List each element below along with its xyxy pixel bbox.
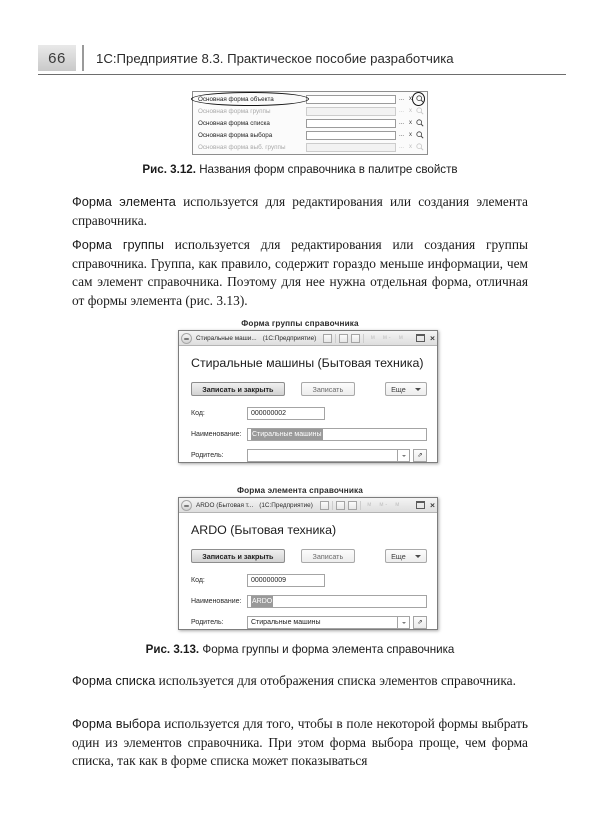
parent-field-label: Родитель: xyxy=(191,452,224,459)
item-form-app-name: (1С:Предприятие) xyxy=(259,501,313,509)
code-field-value: 000000009 xyxy=(251,577,287,584)
toolbar-divider xyxy=(332,501,333,510)
code-field-input[interactable] xyxy=(247,407,325,420)
paragraph-1-lead: Форма элемента xyxy=(72,194,176,209)
header-title: 1С:Предприятие 8.3. Практическое пособие разработчика xyxy=(96,50,454,66)
item-form-button-row xyxy=(191,549,427,563)
system-menu-icon[interactable] xyxy=(181,333,192,344)
nav-forward-icon: м xyxy=(398,334,403,341)
palette-row[interactable] xyxy=(195,93,425,105)
toolbar-divider xyxy=(363,334,364,343)
palette-row-label: Основная форма выбора xyxy=(198,131,273,139)
palette-row xyxy=(195,105,425,117)
paragraph-1-body: используется для редактирования или создания элемента справочника. xyxy=(72,194,528,228)
close-window-button[interactable]: × xyxy=(430,333,435,343)
save-button[interactable]: Записать xyxy=(301,382,355,396)
group-form-titlebar[interactable] xyxy=(179,331,437,346)
group-form-heading: Стиральные машины (Бытовая техника) xyxy=(191,356,424,370)
palette-select-button: ... xyxy=(398,143,404,150)
save-and-close-button[interactable]: Записать и закрыть xyxy=(191,382,285,396)
palette-select-button[interactable]: ... xyxy=(398,131,404,138)
magnifier-icon xyxy=(415,107,425,116)
dropdown-arrow-icon[interactable] xyxy=(397,616,410,629)
palette-row[interactable] xyxy=(195,129,425,141)
nav-menu-icon: м - xyxy=(382,334,391,341)
nav-back-icon: м xyxy=(370,334,375,341)
code-field-label: Код: xyxy=(191,410,205,417)
figure-312-caption-text: Названия форм справочника в палитре свойств xyxy=(199,163,458,176)
save-button[interactable]: Записать xyxy=(301,549,355,563)
paragraph-form-element xyxy=(72,193,528,230)
palette-row-label: Основная форма выб. группы xyxy=(198,143,286,151)
figure-312-caption-prefix: Рис. 3.12. xyxy=(142,163,196,176)
code-field-input[interactable] xyxy=(247,574,325,587)
group-form-window[interactable] xyxy=(178,330,438,463)
paragraph-2-lead: Форма группы xyxy=(72,237,164,252)
dropdown-arrow-icon[interactable] xyxy=(397,449,410,462)
chevron-down-icon xyxy=(415,555,421,558)
palette-clear-button: x xyxy=(409,107,412,114)
header-rule xyxy=(38,74,566,75)
more-menu-label: Еще xyxy=(391,551,406,561)
palette-row xyxy=(195,141,425,153)
palette-select-button[interactable]: ... xyxy=(398,95,404,102)
header-separator xyxy=(82,45,84,71)
open-reference-button[interactable]: ⇗ xyxy=(413,449,427,462)
restore-window-button[interactable] xyxy=(416,501,425,509)
group-form-figure-label: Форма группы справочника xyxy=(241,319,359,328)
close-window-button[interactable]: × xyxy=(430,500,435,510)
item-form-body xyxy=(179,513,437,646)
palette-row-input[interactable] xyxy=(306,131,396,140)
paragraph-2-body: используется для редактирования или создания группы справочника. Группа, как правило, содержит гораздо меньше информации, чем сам элемент справочника. Поэтому для нее нужна отдельная форма, отличная от формы элемента (рис. 3.13). xyxy=(72,237,528,308)
paragraph-4-body: используется для того, чтобы в поле некоторой формы выбрать один из элементов справочника. При этом форма выбора проще, чем форма списка, так как в форме списка может показываться xyxy=(72,716,528,768)
property-palette xyxy=(192,91,428,155)
field-row-parent xyxy=(189,616,427,629)
more-menu-button[interactable] xyxy=(385,549,427,563)
field-row-code xyxy=(189,407,427,420)
palette-clear-button[interactable]: x xyxy=(409,95,412,102)
parent-field-combo[interactable] xyxy=(247,616,410,629)
palette-row-label: Основная форма группы xyxy=(198,107,271,115)
parent-field-input[interactable] xyxy=(247,616,397,629)
toolbar-divider xyxy=(360,501,361,510)
palette-row-input xyxy=(306,107,396,116)
item-form-document-name: ARDO (Бытовая т... xyxy=(196,501,254,509)
code-field-label: Код: xyxy=(191,577,205,584)
paragraph-3-body: используется для отображения списка элементов справочника. xyxy=(155,673,516,688)
palette-row[interactable] xyxy=(195,117,425,129)
parent-field-combo[interactable] xyxy=(247,449,410,462)
item-form-heading: ARDO (Бытовая техника) xyxy=(191,523,337,537)
name-field-value: ARDO xyxy=(252,598,273,605)
palette-clear-button: x xyxy=(409,143,412,150)
nav-forward-icon: м xyxy=(395,501,400,508)
print-icon[interactable] xyxy=(336,501,345,510)
parent-field-label: Родитель: xyxy=(191,619,224,626)
save-icon[interactable] xyxy=(320,501,329,510)
group-form-document-name: Стиральные маши... xyxy=(196,334,257,342)
field-row-parent xyxy=(189,449,427,462)
group-form-body xyxy=(179,346,437,479)
figure-313-caption xyxy=(0,643,600,656)
print-icon[interactable] xyxy=(339,334,348,343)
paragraph-form-choice xyxy=(72,715,528,771)
palette-row-input[interactable] xyxy=(306,95,396,104)
figure-312-caption xyxy=(0,163,600,176)
parent-field-value: Стиральные машины xyxy=(251,619,321,626)
palette-select-button: ... xyxy=(398,107,404,114)
paragraph-form-group xyxy=(72,236,528,310)
save-icon[interactable] xyxy=(323,334,332,343)
figure-313-caption-text: Форма группы и форма элемента справочника xyxy=(202,643,455,656)
nav-menu-icon: м - xyxy=(379,501,388,508)
field-row-code xyxy=(189,574,427,587)
more-menu-label: Еще xyxy=(391,384,406,394)
field-row-name xyxy=(189,428,427,441)
open-reference-button[interactable]: ⇗ xyxy=(413,616,427,629)
chevron-down-icon xyxy=(415,388,421,391)
magnifier-icon[interactable] xyxy=(415,95,425,104)
restore-window-button[interactable] xyxy=(416,334,425,342)
name-field-value: Стиральные машины xyxy=(252,431,322,438)
system-menu-icon[interactable] xyxy=(181,500,192,511)
paragraph-4-lead: Форма выбора xyxy=(72,716,161,731)
paragraph-form-list xyxy=(72,672,528,691)
name-field-input[interactable] xyxy=(247,595,427,608)
palette-select-button[interactable]: ... xyxy=(398,119,404,126)
preview-icon[interactable] xyxy=(351,334,360,343)
toolbar-divider xyxy=(335,334,336,343)
palette-row-label: Основная форма списка xyxy=(198,119,270,127)
nav-back-icon: м xyxy=(367,501,372,508)
palette-clear-button[interactable]: x xyxy=(409,119,412,126)
save-and-close-button[interactable]: Записать и закрыть xyxy=(191,549,285,563)
group-form-app-name: (1С:Предприятие) xyxy=(262,334,317,342)
name-field-label: Наименование: xyxy=(191,431,242,438)
palette-row-input[interactable] xyxy=(306,119,396,128)
group-form-button-row xyxy=(191,382,427,396)
palette-row-label: Основная форма объекта xyxy=(198,95,274,103)
name-field-input[interactable] xyxy=(247,428,427,441)
item-form-figure-label: Форма элемента справочника xyxy=(237,486,363,495)
palette-clear-button[interactable]: x xyxy=(409,131,412,138)
paragraph-3-lead: Форма списка xyxy=(72,673,156,688)
page-number-badge: 66 xyxy=(38,45,76,71)
figure-313-caption-prefix: Рис. 3.13. xyxy=(145,643,200,656)
magnifier-icon[interactable] xyxy=(415,131,425,140)
field-row-name xyxy=(189,595,427,608)
parent-field-input[interactable] xyxy=(247,449,397,462)
palette-row-input xyxy=(306,143,396,152)
magnifier-icon[interactable] xyxy=(415,119,425,128)
name-field-label: Наименование: xyxy=(191,598,242,605)
item-form-titlebar[interactable] xyxy=(179,498,437,513)
item-form-window[interactable] xyxy=(178,497,438,630)
code-field-value: 000000002 xyxy=(251,410,287,417)
preview-icon[interactable] xyxy=(348,501,357,510)
more-menu-button[interactable] xyxy=(385,382,427,396)
magnifier-icon xyxy=(415,143,425,152)
page-header xyxy=(38,44,566,72)
